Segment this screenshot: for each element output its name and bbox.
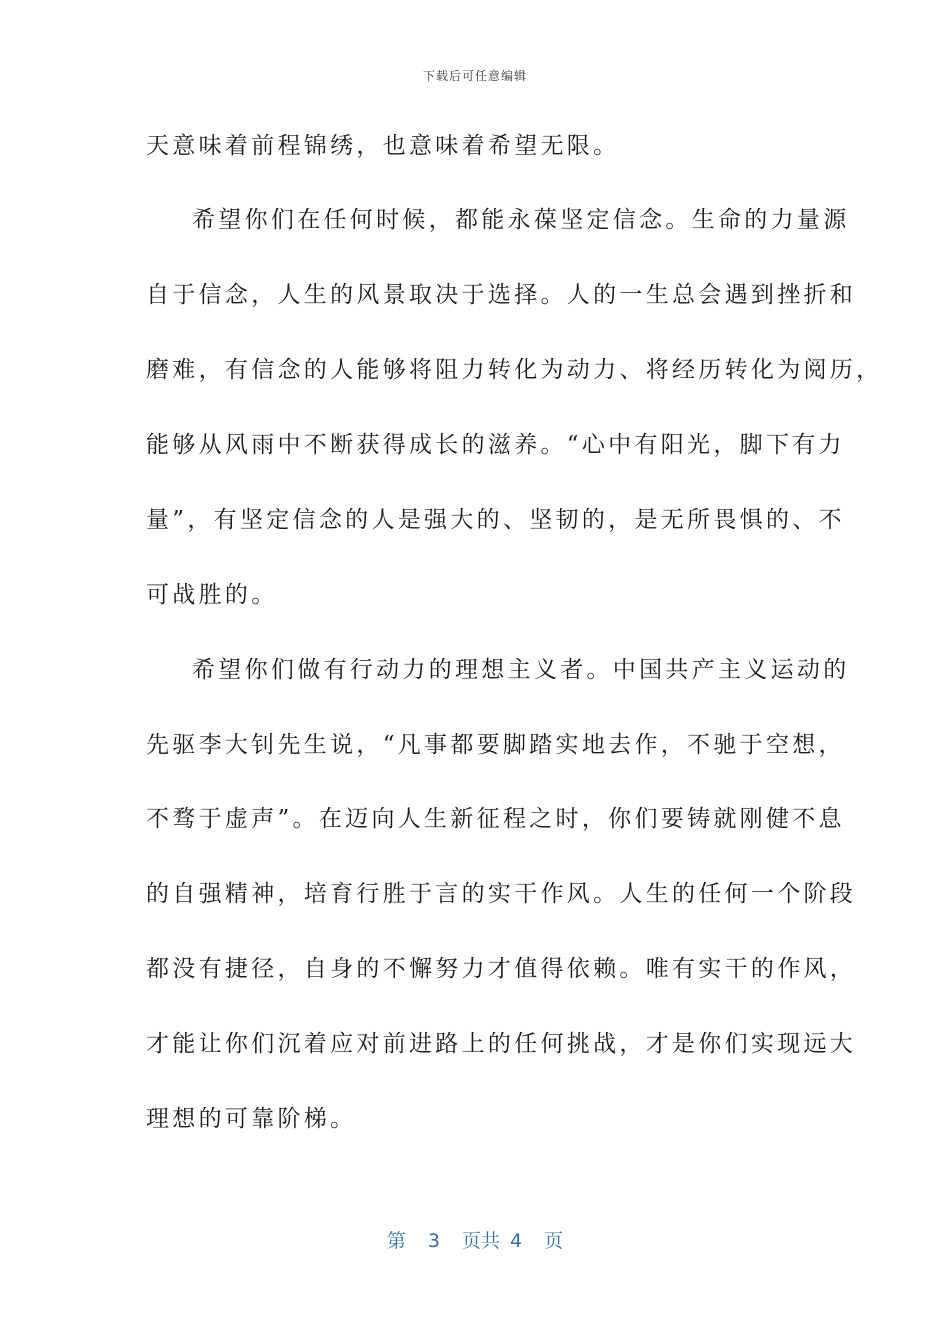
page-header: 下载后可任意编辑 — [422, 69, 527, 83]
footer-middle: 页共 — [461, 1230, 500, 1252]
body-line: 希望你们在任何时候，都能永葆坚定信念。生命的力量源 — [192, 207, 850, 233]
page-number-footer — [0, 1226, 950, 1253]
body-line: 自于信念，人生的风景取决于选择。人的一生总会遇到挫折和 — [146, 282, 857, 308]
body-line: 才能让你们沉着应对前进路上的任何挑战，才是你们实现远大 — [146, 1031, 857, 1057]
footer-page-number: 3 — [427, 1230, 440, 1252]
body-line: 希望你们做有行动力的理想主义者。中国共产主义运动的 — [192, 657, 850, 683]
body-line: 量”，有坚定信念的人是强大的、坚韧的，是无所畏惧的、不 — [146, 507, 845, 533]
body-line: 可战胜的。 — [146, 582, 278, 608]
body-line: 理想的可靠阶梯。 — [146, 1106, 357, 1132]
body-line: 先驱李大钊先生说，“凡事都要脚踏实地去作，不驰于空想， — [146, 732, 845, 758]
body-line: 磨难，有信念的人能够将阻力转化为动力、将经历转化为阅历， — [146, 357, 883, 383]
body-line: 不骛于虚声”。在迈向人生新征程之时，你们要铸就刚健不息 — [146, 806, 845, 832]
footer-suffix: 页 — [544, 1230, 564, 1252]
footer-prefix: 第 — [386, 1230, 406, 1252]
footer-total-pages: 4 — [510, 1230, 523, 1252]
body-line: 天意味着前程锦绣，也意味着希望无限。 — [146, 133, 620, 159]
body-line: 的自强精神，培育行胜于言的实干作风。人生的任何一个阶段 — [146, 881, 857, 907]
body-line: 都没有捷径，自身的不懈努力才值得依赖。唯有实干的作风， — [146, 956, 857, 982]
body-line: 能够从风雨中不断获得成长的滋养。“心中有阳光，脚下有力 — [146, 432, 845, 458]
